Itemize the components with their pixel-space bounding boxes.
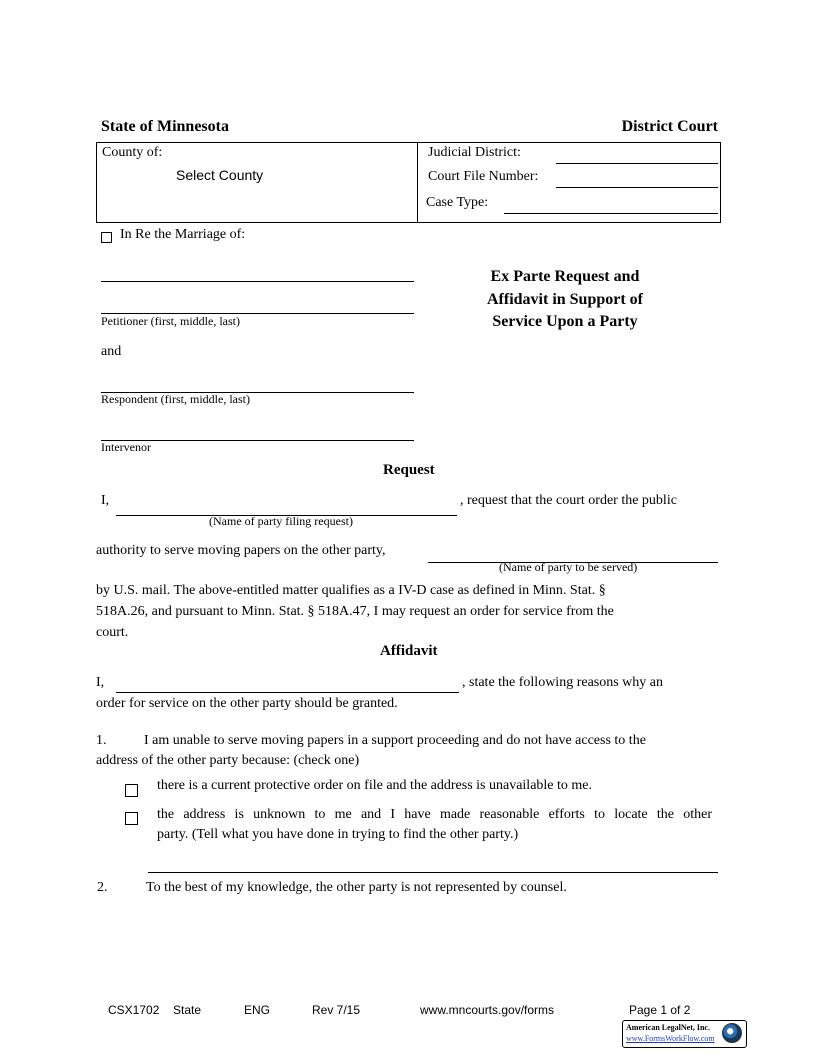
request-text-3b: 518A.26, and pursuant to Minn. Stat. § 518A.47, I may request an order for service from the [96,604,614,619]
efforts-field[interactable] [148,872,718,873]
request-text-3c: court. [96,625,129,640]
served-party-caption: (Name of party to be served) [499,560,638,574]
logo-company-name: American LegalNet, Inc. [626,1023,710,1032]
request-paragraph [96,580,736,643]
respondent-caption: Respondent (first, middle, last) [101,392,250,406]
affiant-name-field[interactable] [116,692,459,693]
request-text-2: authority to serve moving papers on the other party, [96,543,386,558]
state-title: State of Minnesota [101,118,229,135]
option-1-text: there is a current protective order on file and the address is unavailable to me. [157,778,592,793]
item-1-text-b: address of the other party because: (check one) [96,753,360,768]
footer-scope: State [173,1003,202,1017]
option-1-checkbox[interactable] [125,784,138,797]
marriage-checkbox[interactable] [101,232,112,243]
legalnet-logo [622,1020,747,1048]
footer-url[interactable]: www.mncourts.gov/forms [420,1003,555,1017]
title-line-2: Affidavit in Support of [486,290,644,308]
court-file-number-field[interactable] [556,187,718,188]
petitioner-caption: Petitioner (first, middle, last) [101,314,240,328]
judicial-district-label: Judicial District: [428,145,521,160]
county-label: County of: [102,145,163,160]
affidavit-i: I, [96,675,105,690]
item-2-text: To the best of my knowledge, the other party is not represented by counsel. [146,880,567,895]
footer-page-number: Page 1 of 2 [629,1003,691,1017]
affidavit-text-2: order for service on the other party should be granted. [96,696,398,711]
and-label: and [101,344,122,359]
document-title [430,266,700,334]
judicial-district-field[interactable] [556,163,718,164]
court-title: District Court [621,118,718,135]
marriage-label: In Re the Marriage of: [120,227,246,242]
affidavit-heading: Affidavit [380,643,438,659]
item-1-number: 1. [96,733,107,748]
option-2-checkbox[interactable] [125,812,138,825]
caption-divider [417,142,418,223]
footer-language: ENG [244,1003,271,1017]
county-select[interactable]: Select County [176,167,264,183]
request-text-1: , request that the court order the public [460,493,677,508]
logo-url[interactable]: www.FormsWorkFlow.com [626,1034,715,1043]
affidavit-text-1: , state the following reasons why an [462,675,664,690]
requesting-party-caption: (Name of party filing request) [209,514,353,528]
footer-revision: Rev 7/15 [312,1003,361,1017]
footer-form-id: CSX1702 [108,1003,160,1017]
case-type-field[interactable] [504,213,718,214]
case-type-label: Case Type: [426,195,489,210]
title-line-1: Ex Parte Request and [490,268,640,285]
globe-icon [722,1023,742,1043]
item-2-number: 2. [97,880,108,895]
petitioner-line-1[interactable] [101,281,414,282]
item-1-text-a: I am unable to serve moving papers in a support proceeding and do not have access to the [144,733,646,748]
option-2-text-b: party. (Tell what you have done in trying to find the other party.) [157,827,519,842]
intervenor-caption: Intervenor [101,440,151,454]
request-heading: Request [383,462,435,478]
option-2-text-a: the address is unknown to me and I have made reasonable efforts to locate the other [157,807,712,822]
request-i: I, [101,493,110,508]
court-file-number-label: Court File Number: [428,169,539,184]
request-text-3a: by U.S. mail. The above-entitled matter qualifies as a IV-D case as defined in Minn. Stat. § [96,583,606,598]
title-line-3: Service Upon a Party [492,313,638,330]
